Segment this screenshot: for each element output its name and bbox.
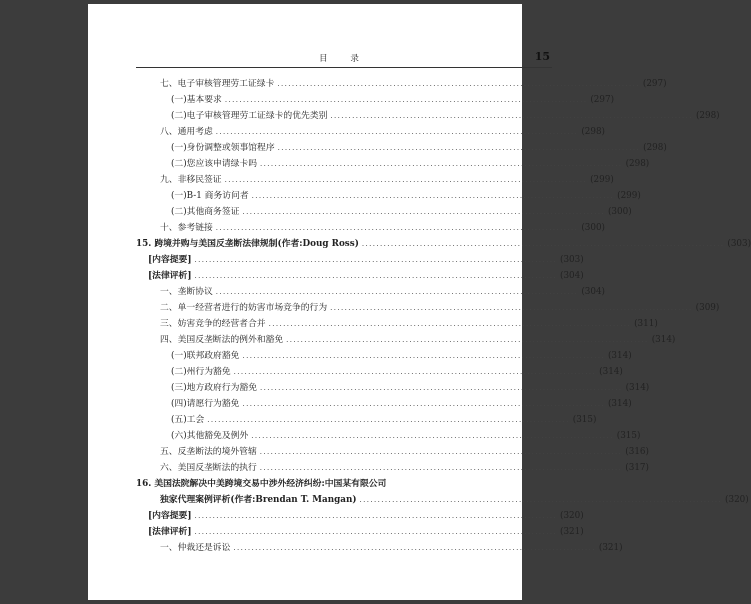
toc-chapter-entry: 15. 跨境并购与美国反垄断法律规制(作者:Doug Ross) .................................................................................................... (303) [136,239,751,249]
header-title: 目 录 [319,54,369,64]
toc-entry: (一)联邦政府豁免 .................................................................................................... (314) [171,351,632,361]
toc-entry: [内容提要] .................................................................................................... (303) [148,255,584,265]
toc-entry: 三、妨害竞争的经营者合并 .................................................................................................... (311) [160,319,658,329]
toc-entry: (四)请愿行为豁免 .................................................................................................... (314) [171,399,632,409]
toc-entry: (二)州行为豁免 .................................................................................................... (314) [171,367,623,377]
toc-entry: 二、单一经营者进行的妨害市场竞争的行为 .................................................................................................... (309) [160,303,720,313]
page-header [136,49,552,68]
toc-entry: (二)其他商务签证 .................................................................................................... (300) [171,207,632,217]
toc-entry: (二)电子审核管理劳工证绿卡的优先类别 .................................................................................................... (298) [171,111,720,121]
toc-entry: (六)其他豁免及例外 .................................................................................................... (315) [171,431,641,441]
toc-chapter-entry-continued: 独家代理案例评析(作者:Brendan T. Mangan) .................................................................................................... (320) [160,495,749,505]
toc-entry: (一)基本要求 .................................................................................................... (297) [171,95,615,105]
toc-entry: 十、参考链接 .................................................................................................... (300) [160,223,605,233]
toc-chapter-entry: 16. 美国法院解决中美跨境交易中涉外经济纠纷:中国某有限公司 [136,479,387,489]
toc-entry: (一)身份调整或领事馆程序 .................................................................................................... (298) [171,143,667,153]
toc-entry: 五、反垄断法的境外管辖 .................................................................................................... (316) [160,447,649,457]
toc-entry: (五)工会 .................................................................................................... (315) [171,415,597,425]
toc-entry: (二)您应该申请绿卡吗 .................................................................................................... (298) [171,159,650,169]
toc-entry: (三)地方政府行为豁免 .................................................................................................... (314) [171,383,650,393]
toc-entry: [法律评析] .................................................................................................... (321) [148,527,584,537]
toc-entry: 八、通用考虑 .................................................................................................... (298) [160,127,605,137]
toc-entry: 一、垄断协议 .................................................................................................... (304) [160,287,605,297]
toc-entry: 九、非移民签证 .................................................................................................... (299) [160,175,614,185]
toc-entry: [内容提要] .................................................................................................... (320) [148,511,584,521]
toc-entry: 七、电子审核管理劳工证绿卡 .................................................................................................... (297) [160,79,667,89]
toc-entry: [法律评析] .................................................................................................... (304) [148,271,584,281]
toc-entry: 六、美国反垄断法的执行 .................................................................................................... (317) [160,463,649,473]
page-number: 15 [534,50,550,63]
toc-entry: 四、美国反垄断法的例外和豁免 .................................................................................................... (314) [160,335,676,345]
document-page [88,4,751,600]
toc-entry: (一)B-1 商务访问者 .................................................................................................... (299) [171,191,641,201]
toc-entry: 一、仲裁还是诉讼 .................................................................................................... (321) [160,543,623,553]
